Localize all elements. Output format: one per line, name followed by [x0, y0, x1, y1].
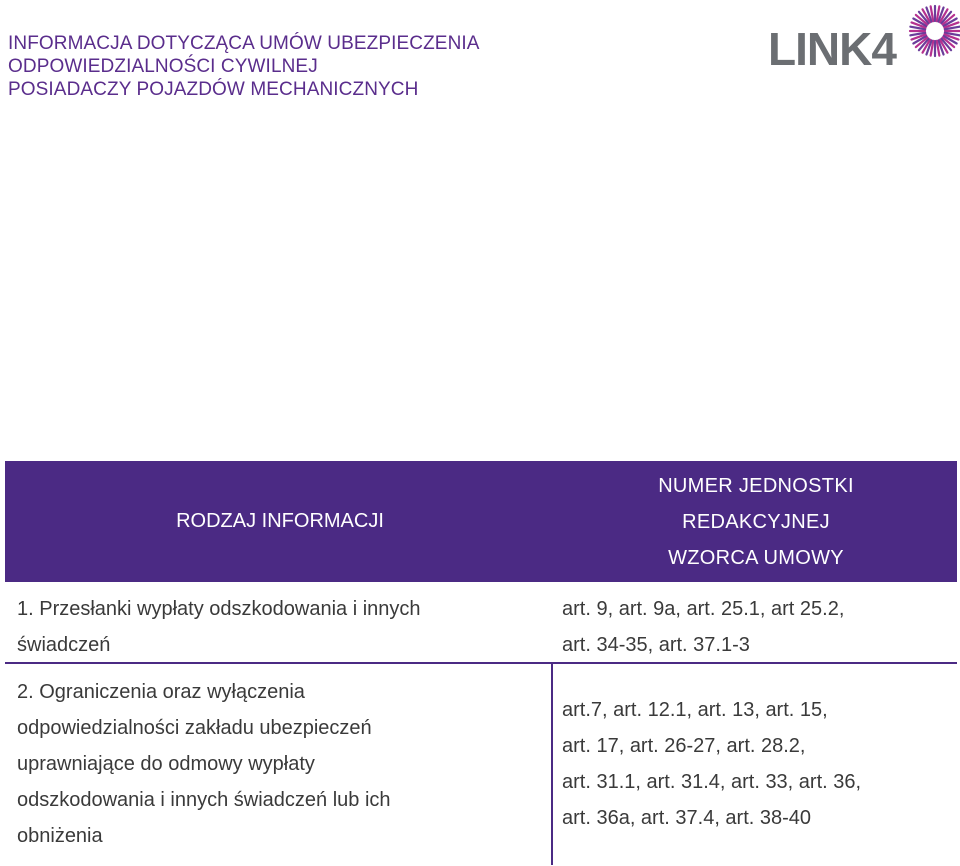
title-line: INFORMACJA DOTYCZĄCA UMÓW UBEZPIECZENIA [8, 33, 480, 54]
cell-line: art. 34-35, art. 37.1-3 [562, 634, 750, 656]
info-type-cell [17, 674, 537, 854]
cell-line: uprawniające do odmowy wypłaty [17, 753, 315, 775]
information-table [5, 461, 957, 865]
info-type-cell [17, 591, 537, 663]
title-line: ODPOWIEDZIALNOŚCI CYWILNEJ [8, 56, 318, 77]
header-label-line: NUMER JEDNOSTKI [658, 474, 854, 497]
sun-burst-logo-icon [908, 4, 960, 58]
header-label-type: RODZAJ INFORMACJI [176, 510, 384, 532]
table-row [5, 582, 957, 664]
cell-line: art.7, art. 12.1, art. 13, art. 15, [562, 699, 828, 721]
document-title [8, 32, 480, 101]
article-ref-cell [562, 692, 952, 836]
header-cell-type [5, 461, 555, 582]
header-label-line: WZORCA UMOWY [668, 546, 844, 569]
column-divider [551, 664, 553, 865]
title-line: POSIADACZY POJAZDÓW MECHANICZNYCH [8, 79, 419, 100]
cell-line: art. 9, art. 9a, art. 25.1, art 25.2, [562, 598, 845, 620]
cell-line: odszkodowania i innych świadczeń lub ich [17, 789, 391, 811]
cell-line: odpowiedzialności zakładu ubezpieczeń [17, 717, 372, 739]
article-ref-cell [562, 591, 952, 663]
link4-logo [768, 4, 958, 76]
cell-line: 2. Ograniczenia oraz wyłączenia [17, 681, 305, 703]
cell-line: obniżenia [17, 825, 103, 847]
cell-line: art. 31.1, art. 31.4, art. 33, art. 36, [562, 771, 862, 793]
header-label-line: REDAKCYJNEJ [682, 510, 830, 533]
cell-line: art. 17, art. 26-27, art. 28.2, [562, 735, 806, 757]
cell-line: 1. Przesłanki wypłaty odszkodowania i innych [17, 598, 421, 620]
table-header [5, 461, 957, 582]
table-row [5, 664, 957, 865]
cell-line: art. 36a, art. 37.4, art. 38-40 [562, 807, 812, 829]
logo-wordmark: LINK4 [768, 23, 896, 75]
header-cell-unit [555, 461, 957, 582]
cell-line: świadczeń [17, 634, 111, 656]
